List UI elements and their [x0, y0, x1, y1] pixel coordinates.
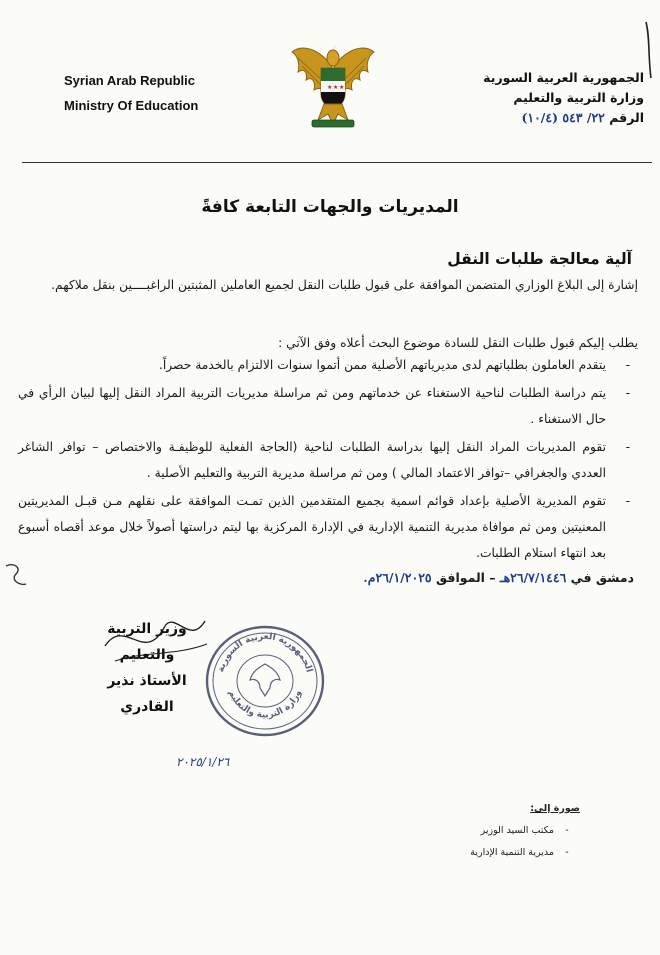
reference-value: ٢٢/ ٥٤٣ (١٠/٤): [521, 110, 605, 125]
list-item: -مديرية التنمية الإدارية: [470, 847, 569, 858]
en-country: Syrian Arab Republic: [64, 73, 195, 88]
list-item: - تقوم المديرية الأصلية بإعداد قوائم اسمية بجميع المتقدمين الذين تمـت الموافقة على نقلهم مـن قبـل المديريتين المعنيتين ومن ثم موافاة مديرية التنمية الإدارية في الإدارة المركزية بها ليتم دراستها أصولاً خلال موعد أقصاه أسبوع بعد انتهاء استلام الطلبات.: [18, 494, 630, 560]
list-item: - تقوم المديريات المراد النقل إليها بدراسة الطلبات لناحية (الحاجة الفعلية للوظيفـة والاختصاص – توافر الشاغر العددي والجغرافي –توافر الاعتماد المالي ) ومن ثم مراسلة مديرية التربية والتعليم الأصلية .: [18, 440, 630, 480]
syrian-eagle-emblem-icon: [288, 38, 378, 130]
svg-text:★: ★: [333, 84, 339, 91]
handwritten-date: ٢٠٢٥/١/٢٦: [176, 755, 230, 769]
list-item: - يتقدم العاملون بطلباتهم لدى مديرياتهم الأصلية ممن أتموا سنوات الالتزام بالخدمة حصراً.: [158, 358, 630, 372]
subject-line: آلية معالجة طلبات النقل: [447, 250, 632, 268]
svg-text:وزارة التربية والتعليم: [226, 689, 304, 721]
stamp-inner-text: وزارة التربية والتعليم: [226, 688, 304, 721]
signatory-title: وزير التربية والتعليم: [107, 621, 187, 663]
reference-number: [474, 108, 644, 128]
stamp-outer-text: الجمهورية العربية السورية: [216, 631, 314, 674]
header-divider: [22, 162, 652, 163]
issue-date: دمشق في ٢٦/٧/١٤٤٦هـ – الموافق ٢٦/١/٢٠٢٥م.: [363, 570, 634, 585]
svg-text:★: ★: [339, 84, 345, 91]
english-header: [64, 68, 198, 118]
official-stamp-icon: [200, 622, 330, 740]
reference-label: الرقم: [609, 110, 644, 125]
list-item: - يتم دراسة الطلبات لناحية الاستغناء عن خدماتهم ومن ثم مراسلة مديريات التربية المراد النقل إليها لبيان الرأي في حال الاستغناء .: [18, 386, 630, 426]
addressee: المديريات والجهات التابعة كافةً: [201, 197, 459, 217]
signatory-name: الأستاذ نذير القادري: [107, 673, 187, 715]
intro-paragraph: إشارة إلى البلاغ الوزاري المتضمن الموافقة على قبول طلبات النقل لجميع العاملين المثبتين الراغبــــين بنقل ملاكهم.: [51, 278, 638, 292]
copies-title: صورة إلى:: [530, 803, 580, 814]
ar-ministry: وزارة التربية والتعليم: [513, 90, 644, 105]
ar-country: الجمهورية العربية السورية: [483, 70, 644, 85]
list-item: -مكتب السيد الوزير: [480, 825, 569, 836]
request-paragraph: يطلب إليكم قبول طلبات النقل للسادة موضوع البحث أعلاه وفق الآتي :: [278, 336, 638, 350]
procedure-list: [18, 352, 638, 568]
arabic-header: [474, 68, 644, 128]
corner-pen-mark-icon: [644, 20, 654, 80]
svg-text:★: ★: [327, 84, 333, 91]
handwritten-signature-icon: [95, 606, 215, 676]
copies-to: [470, 798, 580, 864]
margin-scribble-icon: [4, 560, 28, 590]
en-ministry: Ministry Of Education: [64, 98, 199, 113]
